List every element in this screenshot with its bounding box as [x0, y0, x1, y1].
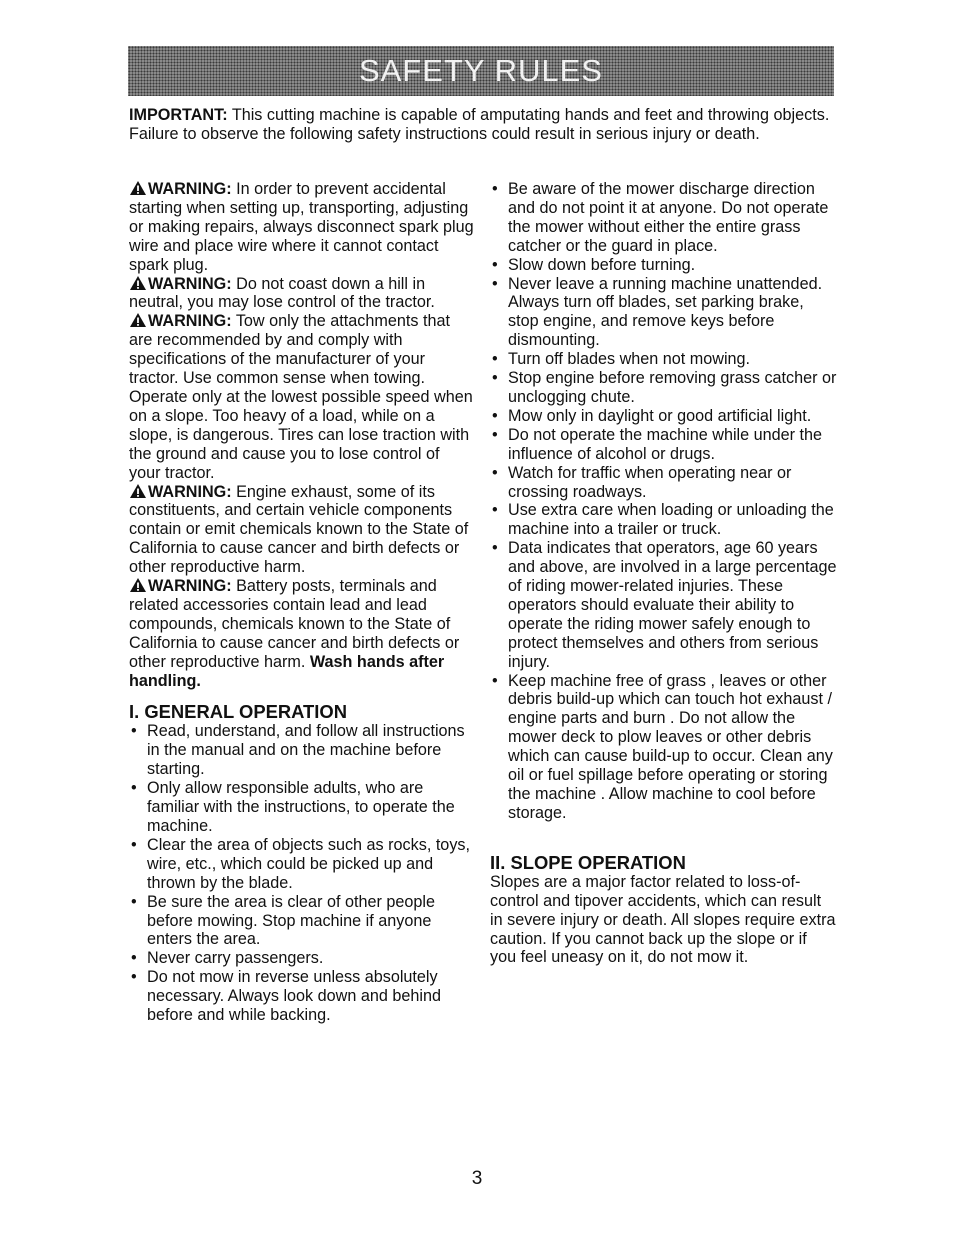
- list-item: • Keep machine free of grass , leaves or other debris build-up which can touch hot exhaust / engine parts and burn . Do not allow the mower deck to plow leaves or other debris which can cause build-up to occur. Clean any oil or fuel spillage before operating or storing the machine . Allow machine to cool before storage.: [490, 672, 837, 823]
- list-item: • Never leave a running machine unattended. Always turn off blades, set parking brake, stop engine, and remove keys before dismounting.: [490, 275, 837, 351]
- list-item: • Slow down before turning.: [490, 256, 837, 275]
- warning-paragraph: [129, 180, 474, 275]
- list-item: • Read, understand, and follow all instructions in the manual and on the machine before starting.: [129, 722, 474, 779]
- intro-paragraph: [129, 106, 839, 144]
- list-item: • Watch for traffic when operating near or crossing roadways.: [490, 464, 837, 502]
- list-item: • Do not operate the machine while under the influence of alcohol or drugs.: [490, 426, 837, 464]
- slope-operation-text: Slopes are a major factor related to loss-of-control and tipover accidents, which can result in severe injury or death. All slopes require extra caution. If you cannot back up the slope or if you feel uneasy on it, do not mow it.: [490, 872, 836, 967]
- left-column: [129, 180, 474, 1025]
- warning-text: Tow only the attachments that are recommended by and comply with specifications of the manufacturer of your tractor. Use common sense when towing. Operate only at the lowest possible speed when on a slope. Too heavy of a load, while on a slope, is dangerous. Tires can lose traction with the ground and cause you to lose control of your tractor.: [129, 312, 473, 482]
- general-operation-list: [129, 722, 474, 1025]
- list-item: • Mow only in daylight or good artificial light.: [490, 407, 837, 426]
- warning-triangle-icon: [129, 483, 147, 499]
- warning-triangle-icon: [129, 275, 147, 291]
- warning-text: Engine exhaust, some of its constituents, and certain vehicle components contain or emit chemicals known to the State of California to cause cancer and birth defects or other reproductive harm.: [129, 482, 469, 577]
- list-item: • Stop engine before removing grass catcher or unclogging chute.: [490, 369, 837, 407]
- warning-triangle-icon: [129, 312, 147, 328]
- warning-paragraph: [129, 577, 474, 690]
- warning-paragraph: [129, 483, 474, 578]
- slope-operation-heading: II. SLOPE OPERATION: [490, 851, 686, 873]
- general-operation-heading: I. GENERAL OPERATION: [129, 701, 347, 723]
- list-item: • Clear the area of objects such as rocks, toys, wire, etc., which could be picked up and thrown by the blade.: [129, 836, 474, 893]
- safety-rules-banner: [128, 46, 834, 96]
- banner-title: SAFETY RULES: [358, 53, 603, 88]
- list-item: • Do not mow in reverse unless absolutely necessary. Always look down and behind before and while backing.: [129, 968, 474, 1025]
- warning-label: WARNING:: [148, 312, 232, 331]
- warning-text: Do not coast down a hill in neutral, you may lose control of the tractor.: [129, 274, 435, 312]
- list-item: • Data indicates that operators, age 60 years and above, are involved in a large percentage of riding mower-related injuries. These operators should evaluate their ability to operate the riding mower safely enough to protect themselves and others from serious injury.: [490, 539, 837, 671]
- safety-list: [490, 180, 837, 823]
- list-item: • Be sure the area is clear of other people before mowing. Stop machine if anyone enters the area.: [129, 893, 474, 950]
- list-item: • Use extra care when loading or unloading the machine into a trailer or truck.: [490, 501, 837, 539]
- list-item: • Turn off blades when not mowing.: [490, 350, 837, 369]
- warning-label: WARNING:: [148, 274, 232, 293]
- warning-text: Battery posts, terminals and related accessories contain lead and lead compounds, chemicals known to the State of California to cause cancer and birth defects or other reproductive harm.: [129, 577, 460, 671]
- warning-triangle-icon: [129, 577, 147, 593]
- right-column: [490, 180, 837, 967]
- warning-text: In order to prevent accidental starting when setting up, transporting, adjusting or making repairs, always disconnect spark plug wire and place wire where it cannot contact spark plug.: [129, 180, 474, 274]
- page-number: 3: [471, 1168, 483, 1189]
- intro-lead: IMPORTANT:: [129, 106, 228, 124]
- warning-label: WARNING:: [148, 482, 232, 501]
- list-item: • Never carry passengers.: [129, 949, 474, 968]
- intro-text: This cutting machine is capable of amputating hands and feet and throwing objects. Failure to observe the following safety instructions could result in serious injury or death.: [129, 106, 830, 143]
- warning-label: WARNING:: [148, 577, 232, 596]
- list-item: • Be aware of the mower discharge direction and do not point it at anyone. Do not operate the mower without either the entire grass catcher or the guard in place.: [490, 180, 837, 256]
- warning-paragraph: [129, 312, 474, 482]
- list-item: • Only allow responsible adults, who are familiar with the instructions, to operate the machine.: [129, 779, 474, 836]
- warning-label: WARNING:: [148, 180, 232, 198]
- warning-triangle-icon: [129, 180, 147, 196]
- warning-bold-tail: Wash hands after handling.: [129, 652, 445, 690]
- warning-paragraph: [129, 275, 474, 313]
